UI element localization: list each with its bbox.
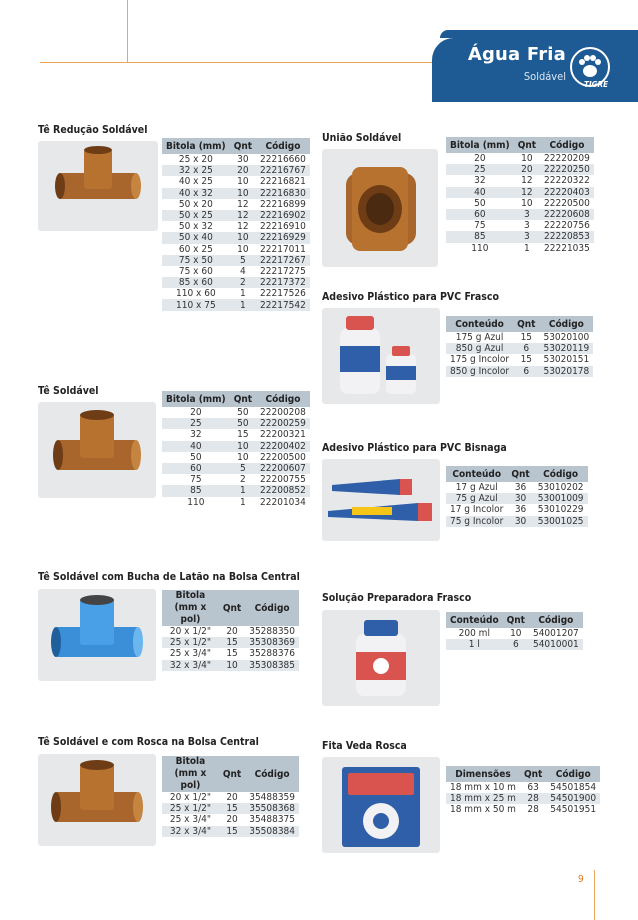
table-header-row xyxy=(446,612,583,628)
column-header: Qnt xyxy=(513,316,539,332)
table-row xyxy=(162,660,299,671)
table-row xyxy=(162,497,310,508)
column-header: Qnt xyxy=(230,138,256,154)
product-photo-tee-threaded xyxy=(38,754,156,846)
table-cell: 18 mm x 50 m xyxy=(450,804,516,816)
table-cell: 28 xyxy=(520,793,546,804)
table-row xyxy=(446,793,600,804)
spec-table xyxy=(446,766,600,816)
product-photo-adhesive-tube xyxy=(322,459,440,541)
table-cell: 35488359 xyxy=(249,792,295,804)
table-row xyxy=(162,648,299,659)
table-cell: 53001009 xyxy=(534,493,588,504)
table-cell: 22200852 xyxy=(256,485,310,496)
table-cell: 22220608 xyxy=(540,209,594,220)
table-cell: 35288376 xyxy=(249,648,295,660)
table-row xyxy=(162,277,310,288)
table-cell: 50 xyxy=(237,407,249,419)
spec-table xyxy=(446,137,594,254)
product-photo-tee-reducer xyxy=(38,141,158,231)
table-cell: 1 xyxy=(230,485,256,496)
table-cell: 35308385 xyxy=(245,660,299,671)
table-row xyxy=(162,299,310,310)
table-row xyxy=(162,188,310,199)
table-cell: 15 xyxy=(219,803,245,814)
table-cell: 50 xyxy=(230,418,256,429)
table-cell: 22217011 xyxy=(260,243,306,255)
table-cell: 22201034 xyxy=(260,496,306,508)
column-header: Código xyxy=(540,137,594,153)
table-cell: 110 x 60 xyxy=(176,288,216,300)
banner-stripe xyxy=(440,30,638,38)
column-header: Código xyxy=(256,138,310,154)
column-header: Código xyxy=(534,466,588,482)
table-cell: 22217542 xyxy=(256,299,310,310)
table-row xyxy=(446,243,594,254)
table-row xyxy=(446,639,583,650)
table-row xyxy=(162,255,310,266)
table-cell: 75 g Azul xyxy=(446,493,507,504)
table-row xyxy=(162,792,299,803)
section-title: Tê Soldável com Bucha de Latão na Bolsa Central xyxy=(38,571,300,583)
spec-table xyxy=(162,391,310,508)
table-row xyxy=(162,288,310,299)
table-row xyxy=(162,429,310,440)
table-cell: 75 xyxy=(190,474,202,486)
table-cell: 5 xyxy=(230,463,256,474)
table-row xyxy=(162,637,299,648)
table-header-row xyxy=(446,137,594,153)
product-photo-union xyxy=(322,149,438,267)
table-cell: 22216899 xyxy=(260,198,306,210)
table-cell: 50 x 25 xyxy=(162,210,230,221)
table-cell: 32 x 3/4" xyxy=(162,826,219,837)
table-cell: 5 xyxy=(230,255,256,266)
table-row xyxy=(162,814,299,825)
table-cell: 54501854 xyxy=(550,782,597,794)
table-header-row xyxy=(162,756,299,792)
table-row xyxy=(162,266,310,277)
table-cell: 63 xyxy=(527,782,539,794)
table-cell: 75 x 50 xyxy=(162,255,230,266)
table-cell: 35488375 xyxy=(249,814,295,826)
table-row xyxy=(446,366,593,377)
table-cell: 22200259 xyxy=(256,418,310,429)
table-cell: 25 x 20 xyxy=(178,154,213,166)
table-cell: 22216830 xyxy=(256,188,310,199)
table-cell: 50 x 32 xyxy=(178,221,213,233)
column-header: Bitola (mm) xyxy=(446,137,514,153)
table-cell: 18 mm x 25 m xyxy=(446,793,520,804)
banner-subtitle: Soldável xyxy=(523,70,566,83)
table-cell: 53010202 xyxy=(537,482,584,494)
table-cell: 10 xyxy=(237,243,249,255)
column-header: Bitola (mm x pol) xyxy=(162,756,219,792)
table-cell: 15 xyxy=(219,637,245,648)
table-cell: 22220322 xyxy=(544,175,590,187)
table-row xyxy=(162,441,310,452)
table-cell: 22200500 xyxy=(260,451,306,463)
spec-table xyxy=(446,316,593,377)
table-cell: 850 g Incolor xyxy=(446,366,513,377)
table-cell: 22217372 xyxy=(256,277,310,288)
table-cell: 4 xyxy=(240,265,246,277)
table-cell: 30 xyxy=(507,516,533,527)
table-cell: 50 xyxy=(190,451,202,463)
table-cell: 22217267 xyxy=(256,255,310,266)
frame-line-horizontal xyxy=(40,62,432,63)
section-title: Tê Soldável e com Rosca na Bolsa Central xyxy=(38,736,259,748)
page-number-divider xyxy=(594,870,595,920)
table-cell: 35288350 xyxy=(249,626,295,638)
table-row xyxy=(162,803,299,814)
table-cell: 200 ml xyxy=(458,628,490,640)
table-cell: 3 xyxy=(524,220,530,232)
table-cell: 54010001 xyxy=(529,639,583,650)
table-cell: 40 x 32 xyxy=(162,188,230,199)
table-cell: 10 xyxy=(521,197,533,209)
table-cell: 1 xyxy=(240,496,246,508)
table-cell: 10 xyxy=(230,441,256,452)
column-header: Conteúdo xyxy=(446,466,507,482)
product-photo-adhesive-bottle xyxy=(322,308,440,404)
table-cell: 20 x 1/2" xyxy=(169,626,211,638)
table-cell: 22220403 xyxy=(540,187,594,198)
table-row xyxy=(446,804,600,815)
section-title: Tê Redução Soldável xyxy=(38,124,148,136)
table-cell: 60 x 25 xyxy=(178,243,213,255)
table-header-row xyxy=(446,316,593,332)
column-header: Qnt xyxy=(230,391,256,407)
section-title: Adesivo Plástico para PVC Bisnaga xyxy=(322,442,507,454)
table-cell: 12 xyxy=(230,210,256,221)
spec-table xyxy=(446,466,588,527)
table-cell: 53010229 xyxy=(537,504,584,516)
table-header-row xyxy=(162,590,299,626)
table-row xyxy=(162,626,299,637)
table-cell: 20 xyxy=(226,792,238,804)
table-row xyxy=(446,493,588,504)
product-photo-tee xyxy=(38,402,156,498)
spec-table xyxy=(446,612,583,650)
table-row xyxy=(446,516,588,527)
table-row xyxy=(162,485,310,496)
table-cell: 40 xyxy=(162,441,230,452)
table-row xyxy=(162,418,310,429)
table-cell: 53001025 xyxy=(534,516,588,527)
table-row xyxy=(446,153,594,164)
table-cell: 6 xyxy=(513,366,539,377)
table-cell: 2 xyxy=(240,474,246,486)
table-cell: 32 xyxy=(474,175,486,187)
table-cell: 40 x 25 xyxy=(178,176,213,188)
column-header: Qnt xyxy=(507,466,533,482)
table-cell: 1 xyxy=(524,242,530,254)
table-cell: 25 x 3/4" xyxy=(169,814,211,826)
banner-title: Água Fria xyxy=(467,44,566,65)
table-cell: 17 g Incolor xyxy=(450,504,504,516)
table-row xyxy=(446,504,588,515)
column-header: Conteúdo xyxy=(446,316,513,332)
table-cell: 30 xyxy=(507,493,533,504)
column-header: Conteúdo xyxy=(446,612,503,628)
table-cell: 22216821 xyxy=(260,176,306,188)
column-header: Código xyxy=(539,316,593,332)
table-cell: 50 x 40 xyxy=(162,232,230,243)
table-cell: 22220250 xyxy=(540,164,594,175)
column-header: Qnt xyxy=(503,612,529,628)
table-cell: 54501900 xyxy=(546,793,600,804)
table-row xyxy=(446,187,594,198)
table-row xyxy=(446,164,594,175)
table-cell: 175 g Incolor xyxy=(450,354,510,366)
table-cell: 20 x 1/2" xyxy=(169,792,211,804)
table-cell: 2 xyxy=(230,277,256,288)
column-header: Código xyxy=(245,756,299,792)
table-cell: 32 x 25 xyxy=(162,165,230,176)
table-cell: 25 xyxy=(162,418,230,429)
table-row xyxy=(446,220,594,231)
table-cell: 22216910 xyxy=(260,221,306,233)
table-cell: 60 xyxy=(162,463,230,474)
table-cell: 10 xyxy=(219,660,245,671)
table-row xyxy=(162,407,310,418)
table-row xyxy=(162,232,310,243)
table-cell: 17 g Azul xyxy=(455,482,498,494)
table-row xyxy=(162,210,310,221)
column-header: Qnt xyxy=(219,590,245,626)
section-title: Adesivo Plástico para PVC Frasco xyxy=(322,291,499,303)
column-header: Código xyxy=(529,612,583,628)
table-cell: 20 xyxy=(474,153,486,165)
table-header-row xyxy=(446,766,600,782)
table-cell: 10 xyxy=(510,628,522,640)
table-cell: 85 xyxy=(446,231,514,242)
product-photo-thread-tape xyxy=(322,757,440,853)
table-cell: 22221035 xyxy=(544,242,590,254)
table-cell: 22200607 xyxy=(256,463,310,474)
table-cell: 20 xyxy=(226,626,238,638)
table-cell: 15 xyxy=(520,354,533,366)
table-cell: 22216902 xyxy=(256,210,310,221)
table-cell: 10 xyxy=(230,232,256,243)
table-cell: 30 xyxy=(237,154,249,166)
table-cell: 850 g Azul xyxy=(446,343,513,354)
table-cell: 15 xyxy=(237,429,249,441)
column-header: Código xyxy=(256,391,310,407)
table-cell: 3 xyxy=(514,209,540,220)
table-cell: 32 x 3/4" xyxy=(162,660,219,671)
table-row xyxy=(446,343,593,354)
table-cell: 50 xyxy=(474,197,486,209)
table-cell: 20 xyxy=(226,814,238,826)
table-cell: 20 xyxy=(514,164,540,175)
table-cell: 75 g Incolor xyxy=(446,516,507,527)
table-cell: 25 x 3/4" xyxy=(169,648,211,660)
table-cell: 12 xyxy=(521,175,533,187)
table-cell: 1 xyxy=(230,299,256,310)
table-cell: 25 x 1/2" xyxy=(162,637,219,648)
table-row xyxy=(162,176,310,187)
table-cell: 22200321 xyxy=(260,429,306,441)
section-title: União Soldável xyxy=(322,132,402,144)
table-cell: 6 xyxy=(503,639,529,650)
table-cell: 53020100 xyxy=(543,332,590,344)
table-cell: 15 xyxy=(219,826,245,837)
table-cell: 22220756 xyxy=(544,220,590,232)
table-cell: 85 x 60 xyxy=(162,277,230,288)
table-cell: 50 x 20 xyxy=(178,198,213,210)
table-cell: 6 xyxy=(513,343,539,354)
table-row xyxy=(162,154,310,165)
table-cell: 22217526 xyxy=(260,288,306,300)
table-cell: 22217275 xyxy=(260,265,306,277)
table-cell: 28 xyxy=(527,804,539,816)
table-cell: 15 xyxy=(520,332,533,344)
table-cell: 32 xyxy=(190,429,202,441)
frame-line-vertical xyxy=(127,0,128,62)
spec-table xyxy=(162,590,299,671)
table-cell: 10 xyxy=(237,451,249,463)
table-cell: 60 xyxy=(446,209,514,220)
table-row xyxy=(446,231,594,242)
page-number: 9 xyxy=(578,874,584,885)
table-cell: 22216767 xyxy=(256,165,310,176)
column-header: Dimensões xyxy=(446,766,520,782)
section-title: Solução Preparadora Frasco xyxy=(322,592,472,604)
table-cell: 25 xyxy=(446,164,514,175)
section-title: Fita Veda Rosca xyxy=(322,740,407,752)
table-cell: 12 xyxy=(514,187,540,198)
table-cell: 20 xyxy=(190,407,202,419)
spec-table xyxy=(162,138,310,311)
table-row xyxy=(162,199,310,210)
column-header: Bitola (mm) xyxy=(162,138,230,154)
table-cell: 110 xyxy=(187,496,205,508)
table-cell: 75 x 60 xyxy=(178,265,213,277)
table-row xyxy=(446,209,594,220)
column-header: Qnt xyxy=(219,756,245,792)
table-cell: 22220209 xyxy=(544,153,590,165)
table-cell: 3 xyxy=(514,231,540,242)
table-row xyxy=(162,463,310,474)
table-cell: 1 l xyxy=(446,639,503,650)
table-cell: 22220500 xyxy=(544,197,590,209)
table-cell: 75 xyxy=(474,220,486,232)
column-header: Código xyxy=(245,590,299,626)
table-cell: 15 xyxy=(226,648,238,660)
table-row xyxy=(446,628,583,639)
table-cell: 175 g Azul xyxy=(455,332,504,344)
table-row xyxy=(446,354,593,365)
table-cell: 10 xyxy=(521,153,533,165)
table-cell: 18 mm x 10 m xyxy=(450,782,516,794)
section-title: Tê Soldável xyxy=(38,385,99,397)
product-photo-tee-brass-bushing xyxy=(38,589,156,681)
table-cell: 12 xyxy=(237,198,249,210)
table-cell: 36 xyxy=(514,482,527,494)
column-header: Bitola (mm x pol) xyxy=(162,590,219,626)
column-header: Qnt xyxy=(520,766,546,782)
table-cell: 22216660 xyxy=(260,154,306,166)
table-cell: 54501951 xyxy=(550,804,597,816)
table-row xyxy=(162,165,310,176)
spec-table xyxy=(162,756,299,837)
table-row xyxy=(446,198,594,209)
table-cell: 1 xyxy=(240,288,246,300)
logo-text: TIGRE xyxy=(584,80,608,89)
table-cell: 10 xyxy=(237,176,249,188)
table-cell: 85 xyxy=(162,485,230,496)
table-cell: 12 xyxy=(237,221,249,233)
column-header: Qnt xyxy=(514,137,540,153)
table-cell: 22200208 xyxy=(260,407,306,419)
table-row xyxy=(162,826,299,837)
table-cell: 110 x 75 xyxy=(162,299,230,310)
table-row xyxy=(162,474,310,485)
table-cell: 36 xyxy=(514,504,527,516)
table-cell: 110 xyxy=(471,242,489,254)
table-header-row xyxy=(446,466,588,482)
table-header-row xyxy=(162,391,310,407)
table-row xyxy=(446,175,594,186)
table-row xyxy=(162,244,310,255)
table-cell: 22216929 xyxy=(256,232,310,243)
table-cell: 35508384 xyxy=(245,826,299,837)
table-cell: 35308369 xyxy=(245,637,299,648)
table-row xyxy=(446,482,588,493)
table-row xyxy=(446,332,593,343)
table-cell: 22200755 xyxy=(260,474,306,486)
column-header: Bitola (mm) xyxy=(162,391,230,407)
table-cell: 35508368 xyxy=(245,803,299,814)
table-cell: 22220853 xyxy=(540,231,594,242)
table-cell: 25 x 1/2" xyxy=(162,803,219,814)
table-row xyxy=(162,221,310,232)
table-cell: 22200402 xyxy=(256,441,310,452)
table-cell: 53020119 xyxy=(539,343,593,354)
table-cell: 40 xyxy=(446,187,514,198)
table-header-row xyxy=(162,138,310,154)
table-row xyxy=(446,782,600,793)
table-cell: 53020178 xyxy=(539,366,593,377)
table-cell: 53020151 xyxy=(543,354,590,366)
table-cell: 20 xyxy=(230,165,256,176)
product-photo-cleaner-bottle xyxy=(322,610,440,706)
table-cell: 54001207 xyxy=(532,628,579,640)
table-row xyxy=(162,452,310,463)
column-header: Código xyxy=(546,766,600,782)
table-cell: 10 xyxy=(230,188,256,199)
